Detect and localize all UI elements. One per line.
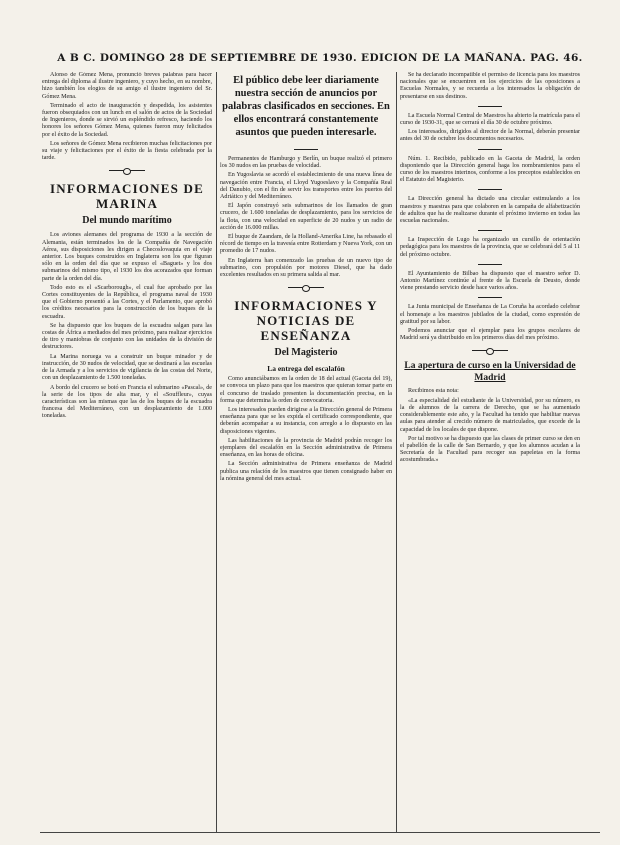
paragraph: En Yugoslavia se acordó el establecimiento de una nueva línea de navegación entre Francia, el Lloyd Yugoeslavo y la Compañía Real del Danubio, con el fin de servir los transportes entre los puertos del Adriático y del Mediterráneo. <box>220 172 392 201</box>
ornament-divider <box>220 284 392 292</box>
paragraph: Se ha declarado incompatible el permiso de licencia para los maestros nacionales que se encuentren en los ejercicios de las oposiciones a Escuelas Normales, y se recuerda a los interesados la obligación de presentarse en sus destinos. <box>400 72 580 100</box>
section-title-marina: INFORMACIONES DE MARINA <box>50 181 204 212</box>
divider <box>400 147 580 153</box>
paragraph: Núm. 1. Recibido, publicado en la Gaceta de Madrid, la orden disponiendo que la Dirección general haga los nombramientos para el curso de los maestros interinos, conforme a los preceptos establecidos en el Estatuto del Magisterio. <box>400 155 580 184</box>
paragraph: A bordo del crucero se botó en Francia el submarino «Pascal», de la serie de los tipos de alta mar, y el «Souffleur», cuyas características son las mismas que las de los buques de la escuadra francesa del Mediterráneo, con un desplazamiento de 1.000 toneladas. <box>42 384 212 420</box>
divider <box>400 295 580 301</box>
paragraph: Todo esto es el «Scarborough», el cual fue aprobado por las Cortes constituyentes de la República, el programa naval de 1930 que el Gobierno presentó a las Cortes, y el Parlamento, que aprobó los créditos necesarios para la construcción de los buques de la escuadra. <box>42 284 212 320</box>
paragraph: Se ha dispuesto que los buques de la escuadra salgan para las costas de África a mediados del mes próximo, para realizar ejercicios de tiro y maniobras de conjunto con las unidades de la división de destructores. <box>42 322 212 351</box>
paragraph: La Junta municipal de Enseñanza de La Coruña ha acordado celebrar el homenaje a los maestros jubilados de la ciudad, como expresión de gratitud por su labor. <box>400 304 580 325</box>
divider <box>400 104 580 110</box>
paragraph: Terminado el acto de inauguración y despedida, los asistentes fueron obsequiados con un lunch en el salón de actos de la Sociedad de Ingenieros, donde se sirvió un espléndido refresco, haciendo los honores los señores Gómez Mena, quienes fueron muy felicitados por el éxito de la Sociedad. <box>42 102 212 138</box>
paragraph: La Dirección general ha dictado una circular estimulando a los maestros y maestras para que colaboren en la campaña de alfabetización de adultos que ha de realizarse durante el próximo invierno en todas las escuelas nacionales. <box>400 196 580 225</box>
divider <box>400 187 580 193</box>
paragraph: Podemos anunciar que el ejemplar para los grupos escolares de Madrid será ya distribuido en los primeros días del mes próximo. <box>400 328 580 342</box>
paragraph: El Japón construyó seis submarinos de los llamados de gran crucero, de 1.600 toneladas de desplazamiento, para los servicios de la flota, con una velocidad en superficie de 20 nudos y un radio de acción de 16.000 millas. <box>220 203 392 231</box>
classified-ads-notice: El público debe leer diariamente nuestra sección de anuncios por palabras clasificados en secciones. En ellos encontrará constantemente asuntos que pueden interesarle. <box>222 75 390 138</box>
bottom-rule <box>40 832 600 833</box>
paragraph: La Escuela Normal Central de Maestros ha abierto la matrícula para el curso de 1930-31, que se cerrará el día 30 de octubre próximo. <box>400 112 580 127</box>
subsection-title: Del Magisterio <box>274 347 338 359</box>
paragraph: La Inspección de Lugo ha organizado un cursillo de orientación pedagógica para los maestros de la provincia, que se celebrará del 5 al 11 del próximo octubre. <box>400 237 580 258</box>
paragraph: Los interesados, dirigidos al director de la Normal, deberán presentar antes del 30 de octubre los documentos necesarios. <box>400 129 580 143</box>
paragraph: Alonso de Gómez Mena, pronunció breves palabras para hacer entrega del diploma al ilustre ingeniero, y cuyo hecho, en su nombre, hizo también los elogios de su amigo el ilustre ingeniero del Sr. Gómez Mena. <box>42 72 212 100</box>
divider <box>400 228 580 234</box>
paragraph: Los aviones alemanes del programa de 1930 a la sección de Alemania, están terminados los de la Compañía de Navegación Aérea, sus disposiciones les dirigen a Checoslovaquia en el viaje anterior. Los buques construidos en Inglaterra son los que figuran sólo en la orden del día que se expuso el «Baguet» y los dos submarinos del mismo tipo, el 1930 los dos acorazados que forman parte de la orden del día. <box>42 232 212 282</box>
paragraph: Las habilitaciones de la provincia de Madrid podrán recoger los ejemplares del escalafón en la Sección administrativa de Primera enseñanza, en las horas de oficina. <box>220 437 392 459</box>
paragraph: El Ayuntamiento de Bilbao ha dispuesto que el maestro señor D. Antonio Martínez continúe al frente de la Escuela de Deusto, donde viene prestando servicio desde hace varios años. <box>400 270 580 292</box>
paragraph: Como anunciábamos en la orden de 18 del actual (Gaceta del 19), se convoca un plazo para que los maestros que quieran tomar parte en el concurso de traslado presenten la documentación precisa, en la forma que determina la orden de convocatoria. <box>220 376 392 404</box>
paragraph: «La especialidad del estudiante de la Universidad, por su número, es la de alumnos de la carrera de Derecho, que se ha aumentado considerablemente este año, y la Facultad ha tenido que habilitar nuevas aulas para atender al crecido número de matriculados, que excede de la capacidad de los locales de que dispone. <box>400 397 580 433</box>
article-title: La entrega del escalafón <box>267 364 345 374</box>
paragraph: Los interesados pueden dirigirse a la Dirección general de Primera enseñanza para que se les expida el certificado correspondiente, que deberán acompañar a su instancia, con arreglo a lo dispuesto en las disposiciones vigentes. <box>220 407 392 435</box>
column-1 <box>42 72 212 832</box>
column-3 <box>400 72 580 832</box>
paragraph: Por tal motivo se ha dispuesto que las clases de primer curso se den en el pabellón de la calle de San Bernardo, y que los alumnos acudan a la Secretaría de la Facultad para recoger sus papeletas en la forma acostumbrada.» <box>400 435 580 464</box>
article-title-apertura: La apertura de curso en la Universidad de Madrid <box>404 361 576 384</box>
column-rule-1 <box>216 72 217 832</box>
subsection-title: Del mundo marítimo <box>82 215 172 227</box>
ornament-divider <box>400 347 580 355</box>
page-header: A B C. DOMINGO 28 DE SEPTIEMBRE DE 1930. EDICION DE LA MAÑANA. PAG. 46. <box>57 52 583 64</box>
ornament-divider <box>42 167 212 175</box>
paragraph: La Sección administrativa de Primera enseñanza de Madrid publica una relación de los maestros que tienen consignado haber en la nómina general del mes actual. <box>220 461 392 482</box>
column-2 <box>220 72 392 832</box>
paragraph: Los señores de Gómez Mena recibieron muchas felicitaciones por su viaje y felicitaciones por el éxito de la fiesta celebrada por la tarde. <box>42 140 212 162</box>
column-rule-2 <box>396 72 397 832</box>
paragraph: En Inglaterra han comenzado las pruebas de un nuevo tipo de submarino, con propulsión por motores Diesel, que ha dado excelentes resultados en su primera salida al mar. <box>220 257 392 279</box>
paragraph: Recibimos esta nota: <box>408 388 459 395</box>
paragraph: El buque de Zaandam, de la Holland-Amerika Line, ha rebasado el récord de tiempo en la travesía entre Rotterdam y Nueva York, con un promedio de 17 nudos. <box>220 234 392 255</box>
section-title-ensenanza: INFORMACIONES Y NOTICIAS DE ENSEÑANZA <box>234 298 378 344</box>
paragraph: Permanentes de Hamburgo y Berlín, un buque realizó el primero los 30 nudos en las pruebas de velocidad. <box>220 156 392 170</box>
paragraph: La Marina noruega va a construir un buque minador y de instrucción, de 30 nudos de velocidad, que se destinará a las escuelas de la Armada y a los servicios de vigilancia de las costas del Norte, con un desplazamiento de 1.500 toneladas. <box>42 353 212 382</box>
divider <box>400 262 580 268</box>
divider <box>220 147 392 153</box>
